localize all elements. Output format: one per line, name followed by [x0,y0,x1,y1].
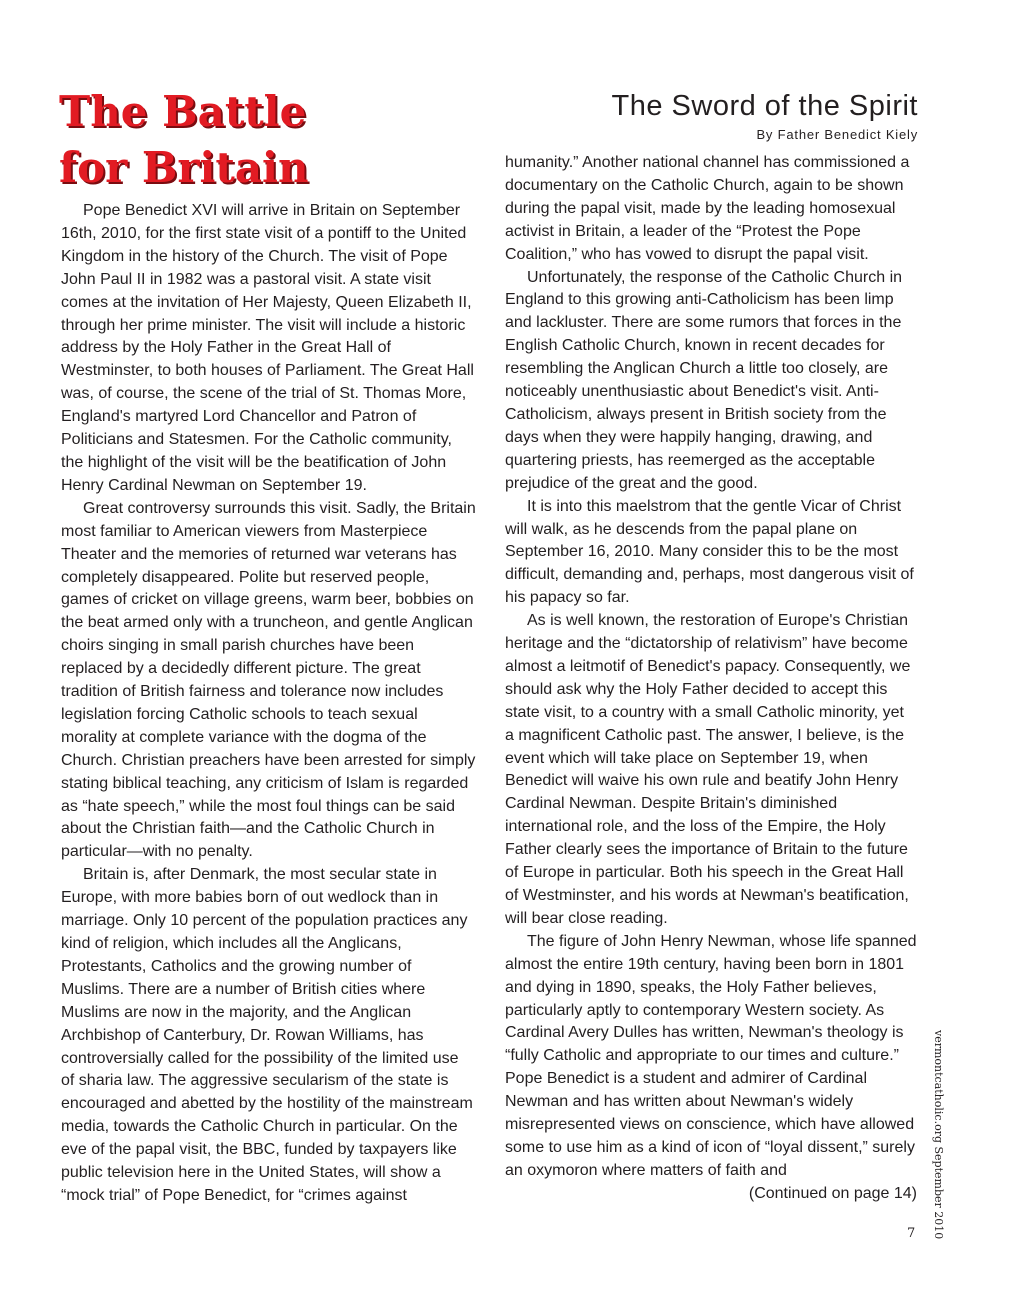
sidebar [932,1030,965,1240]
feature-title-line-1: The Battle [59,87,307,136]
paragraph: Great controversy surrounds this visit. Sadly, the Britain most familiar to American viewers from Masterpiece Theater and the memories of returned war veterans has completely disappeared. Polite but reserved people, games of cricket on village greens, warm beer, bobbies on the beat armed only with a truncheon, and gentle Anglican choirs singing in small parish churches have been replaced by a decidedly different picture. The great tradition of British fairness and tolerance now includes legislation forcing Catholic schools to teach sexual morality at complete variance with the dogma of the Church. Christian preachers have been arrested for simply stating biblical teaching, any criticism of Islam is regarded as “hate speech,” while the most foul things can be said about the Christian faith—and the Catholic Church in particular—with no penalty. [61,499,476,861]
paragraph: As is well known, the restoration of Europe's Christian heritage and the “dictatorship of relativism” have become almost a leitmotif of Benedict's papacy. Consequently, we should ask why the Holy Father decided to accept this state visit, to a country with a small Catholic minority, yet a magnificent Catholic past. The answer, I believe, is the event which will take place on September 19, when Benedict will waive his own rule and beatify John Henry Cardinal Newman. Despite Britain's diminished international role, and the loss of the Empire, the Holy Father clearly sees the importance of Britain to the future of Europe in particular. Both his speech in the Great Hall of Westminster, and his words at Newman's beatification, will bear close reading. [505,612,911,927]
left-column [61,200,476,1208]
paragraph: It is into this maelstrom that the gentle Vicar of Christ will walk, as he descends from the papal plane on September 16, 2010. Many consider this to be the most difficult, demanding and, perhaps, most dangerous visit of his papacy so far. [505,497,914,607]
column-title: The Sword of the Spirit [611,90,918,122]
sidebar-publication-date: vermontcatholic.org September 2010 [932,1030,945,1240]
paragraph: Pope Benedict XVI will arrive in Britain on September 16th, 2010, for the first state visit of a pontiff to the United Kingdom in the history of the Church. The visit of Pope John Paul II in 1982 was a pastoral visit. A state visit comes at the invitation of Her Majesty, Queen Elizabeth II, through her prime minister. The visit will include a historic address by the Holy Father in the Great Hall of Westminster, to both houses of Parliament. The Great Hall was, of course, the scene of the trial of St. Thomas More, England's martyred Lord Chancellor and Patron of Politicians and Statesmen. For the Catholic community, the highlight of the visit will be the beatification of John Henry Cardinal Newman on September 19. [61,202,474,494]
feature-title [59,84,459,196]
byline: By Father Benedict Kiely [756,127,918,142]
right-column [505,152,917,1206]
paragraph: The figure of John Henry Newman, whose life spanned almost the entire 19th century, having been born in 1801 and dying in 1890, speaks, the Holy Father believes, particularly aptly to contemporary Western society. As Cardinal Avery Dulles has written, Newman's theology is “fully Catholic and appropriate to our times and culture.” Pope Benedict is a student and admirer of Cardinal Newman and has written about Newman's widely misrepresented views on conscience, which have allowed some to use him as a kind of icon of “loyal dissent,” surely an oxymoron where matters of faith and [505,932,917,1179]
paragraph: Britain is, after Denmark, the most secular state in Europe, with more babies born of out wedlock than in marriage. Only 10 percent of the population practices any kind of religion, which includes all the Anglicans, Protestants, Catholics and the growing number of Muslims. There are a number of British cities where Muslims are now in the majority, and the Anglican Archbishop of Canterbury, Dr. Rowan Williams, has controversially called for the possibility of the limited use of sharia law. The aggressive secularism of the state is encouraged and abetted by the hostility of the mainstream media, towards the Catholic Church in particular. On the eve of the papal visit, the BBC, funded by taxpayers like public television here in the United States, will show a “mock trial” of Pope Benedict, for “crimes against [61,866,473,1204]
continued-note: (Continued on page 14) [748,1184,917,1202]
page-number: 7 [907,1226,916,1241]
paragraph-continuation: humanity.” Another national channel has commissioned a documentary on the Catholic Church, again to be shown during the papal visit, made by the leading homosexual activist in Britain, a leader of the “Protest the Pope Coalition,” who has vowed to disrupt the papal visit. [505,154,910,263]
paragraph: Unfortunately, the response of the Catholic Church in England to this growing anti-Catholicism has been limp and lackluster. There are some rumors that forces in the English Catholic Church, known in recent decades for resembling the Anglican Church a little too closely, are noticeably unenthusiastic about Benedict's visit. Anti-Catholicism, always present in British society from the days when they were happily hanging, drawing, and quartering priests, has reemerged as the acceptable prejudice of the great and the good. [505,268,903,492]
feature-title-line-2: for Britain [59,143,309,192]
